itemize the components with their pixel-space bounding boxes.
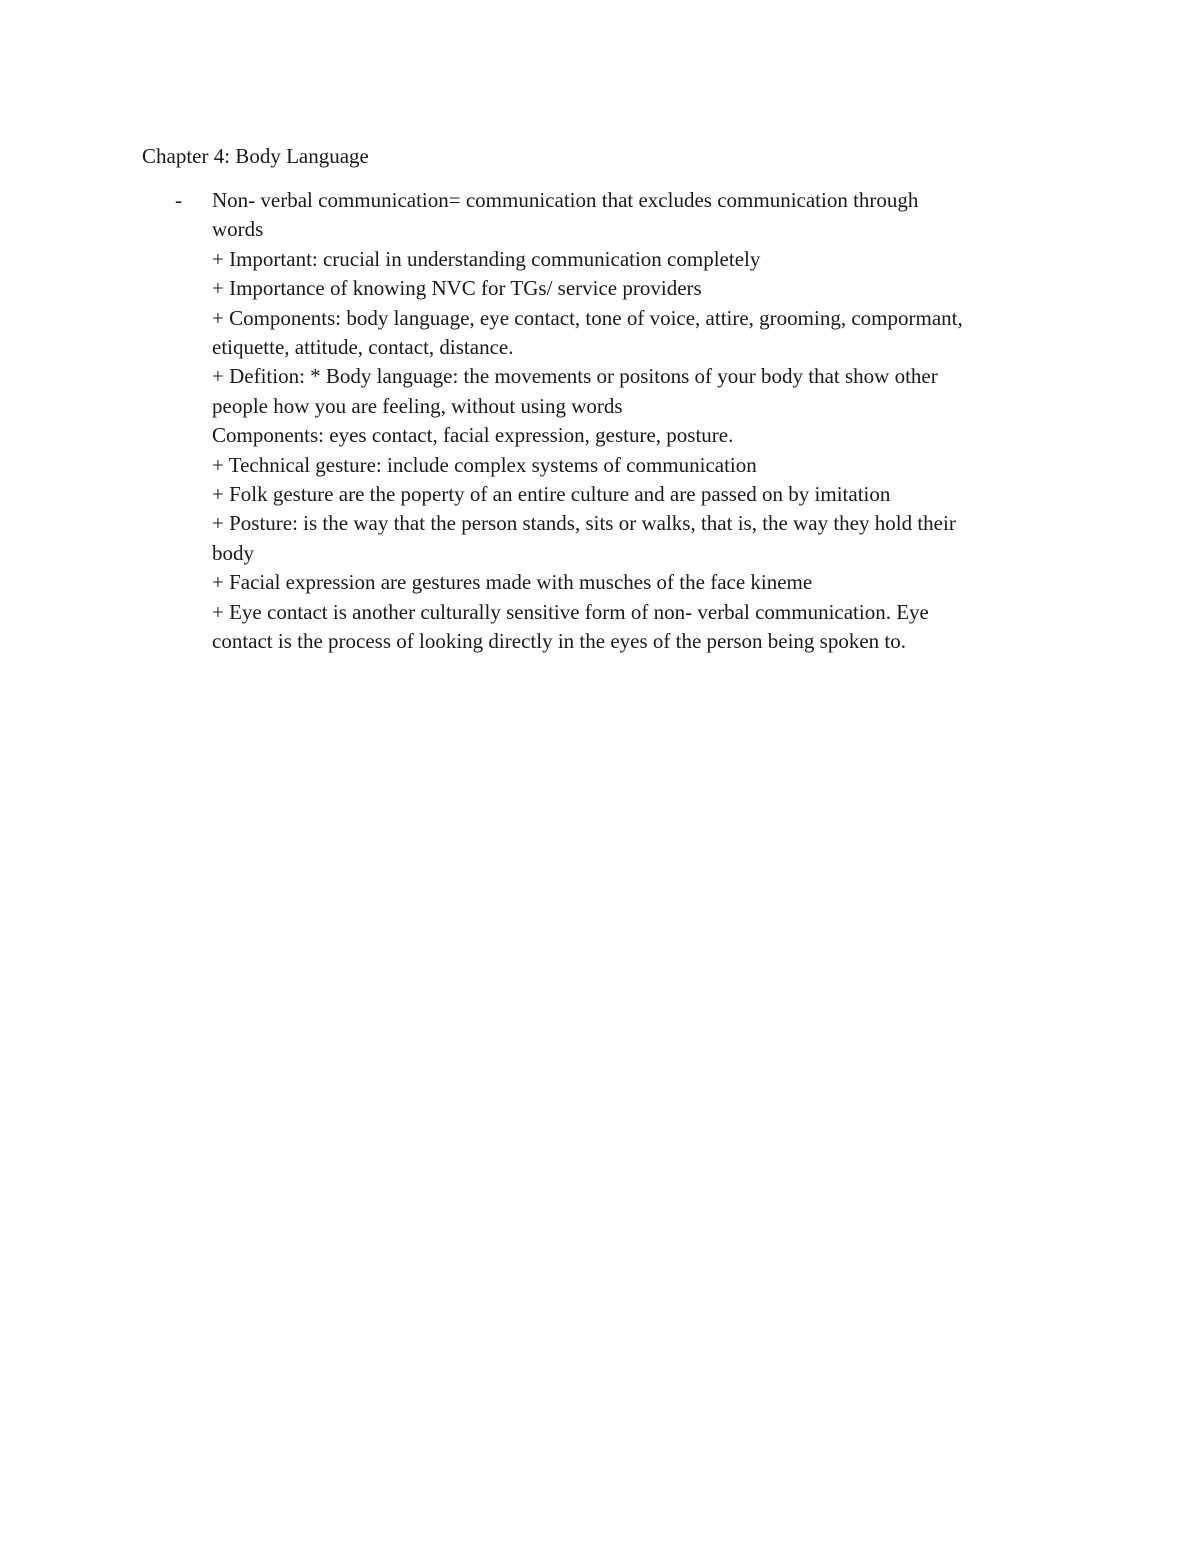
text-line: + Importance of knowing NVC for TGs/ service providers (212, 276, 702, 301)
text-line: + Eye contact is another culturally sensitive form of non- verbal communication. Eye (212, 599, 929, 624)
text-line: + Defition: * Body language: the movements or positons of your body that show other (212, 364, 938, 389)
text-line: + Components: body language, eye contact, tone of voice, attire, grooming, compormant, (212, 305, 963, 330)
chapter-title: Chapter 4: Body Language (142, 144, 369, 168)
bullet-text (212, 186, 1082, 657)
text-line: words (212, 217, 264, 242)
list-item (142, 186, 1082, 657)
text-line: + Folk gesture are the poperty of an entire culture and are passed on by imitation (212, 482, 891, 507)
text-line: people how you are feeling, without using words (212, 393, 623, 418)
text-line: body (212, 540, 254, 565)
text-line: contact is the process of looking directly in the eyes of the person being spoken to. (212, 629, 906, 654)
text-line: + Important: crucial in understanding communication completely (212, 246, 761, 271)
text-line: Components: eyes contact, facial expression, gesture, posture. (212, 423, 734, 448)
text-line: + Posture: is the way that the person stands, sits or walks, that is, the way they hold their (212, 511, 956, 536)
text-line: Non- verbal communication= communication that excludes communication through (212, 188, 919, 212)
bullet-list (142, 186, 1082, 657)
text-line: + Technical gesture: include complex systems of communication (212, 452, 757, 477)
text-line: etiquette, attitude, contact, distance. (212, 335, 514, 360)
text-line: + Facial expression are gestures made with musches of the face kineme (212, 570, 813, 595)
dash-marker: - (175, 188, 182, 212)
